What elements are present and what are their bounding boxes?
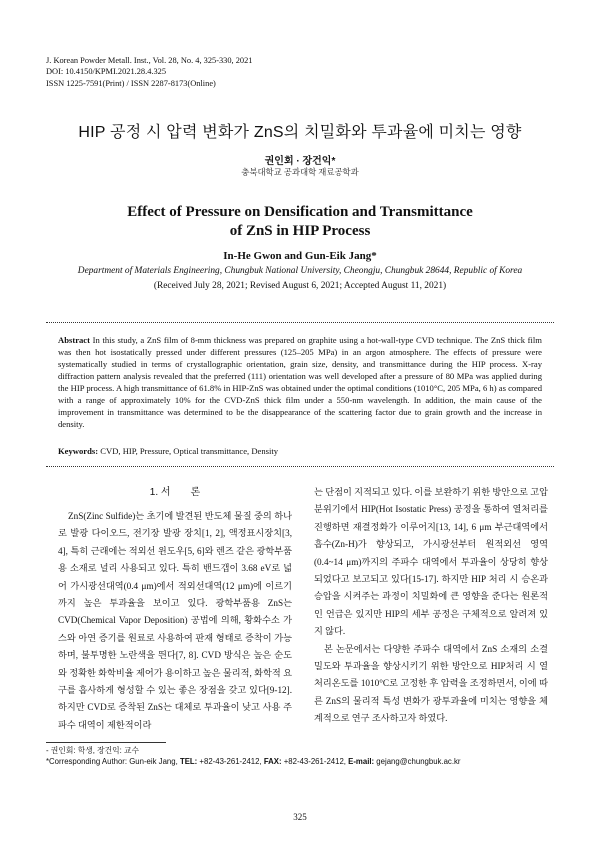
body-paragraph: 는 단점이 지적되고 있다. 이를 보완하기 위한 방안으로 고압분위기에서 HIP(Hot Isostatic Press) 공정을 통하여 열처리를 진행하면 재결정화가 이루어지[13, 14], 6 μm 부근대역에서 흡수(Zn-H)가 향상되고, 가시광선부터 원적외선 영역(0.4~14 μm)까지의 주파수 대역에서 투과율이 상당히 향상되었다고 보고되고 있다[15-17]. 하지만 HIP 처리 시 승온과 승압을 시켜주는 과정이 치밀화에 큰 영향을 준다는 원론적인 언급은 있지만 HIP의 세부 공정은 구체적으로 알려져 있지 않다. — [314, 487, 548, 637]
abstract-text: In this study, a ZnS film of 8-mm thickness was prepared on graphite using a hot-wall-type CVD technique. The ZnS thick film was then hot isostatically pressed under different pressures (125–205 MPa) in an argon atmosphere. The effects of pressure were systematically studied in terms of crystallographic orientation, grain size, density, and transmittance during the HIP process. X-ray diffraction pattern analysis revealed that the preferred (111) orientation was well developed after a pressure of 80 MPa was applied during the HIP process. A high transmittance of 61.8% in HIP-ZnS was obtained under the optimal conditions (1010°C, 205 MPa, 6 h) as compared with a range of approximately 10% for the CVD-ZnS thick film under a 550-nm wavelength. In addition, the main cause of the improvement in transmittance was determined to be the disappearance of the scattering factor due to grain growth and the increase in density. — [58, 335, 542, 429]
english-authors: In-He Gwon and Gun-Eik Jang* — [223, 250, 377, 262]
email-value: gejang@chungbuk.ac.kr — [374, 757, 461, 766]
footnotes — [46, 745, 556, 767]
abstract-label: Abstract — [58, 335, 90, 345]
abstract — [58, 334, 542, 430]
divider-bottom — [46, 466, 554, 467]
tel-label: TEL: — [179, 757, 198, 766]
footnote-corresponding — [46, 756, 556, 767]
received-dates: (Received July 28, 2021; Revised August 6, 2021; Accepted August 11, 2021) — [153, 281, 447, 291]
footnote-rule — [46, 742, 166, 743]
tel-value: +82-43-261-2412, — [197, 757, 264, 766]
fax-value: +82-43-261-2412, — [281, 757, 349, 766]
body-paragraph: ZnS(Zinc Sulfide)는 초기에 발견된 반도체 물질 중의 하나로 발광 다이오드, 전기장 발광 장치[1, 2], 액정표시장치[3, 4], 특히 근래에는 적외선 윈도우[5, 6]와 렌즈 같은 광학부품용 소재로 널리 사용되고 있다. 특히 밴드갭이 3.68 eV로 넓어 가시광선대역(0.4 μm)에서 적외선대역(12 μm)에 이르기까지 높은 투과율을 보이고 있다. 광학부품용 ZnS는 CVD(Chemical Vapor Deposition) 공법에 의해, 황화수소 가스와 아연 증기를 원료로 사용하여 판재 형태로 증착이 가능하며, 불투명한 노란색을 띈다[7, 8]. CVD 방식은 높은 순도와 정확한 화학비율 제어가 용이하고 높은 물리적, 화학적 요구를 흡사하게 형성할 수 있는 좋은 장점을 갖고 있다[9-12]. 하지만 CVD로 증착된 ZnS는 대체로 투과율이 낮고 사용 주파수 대역이 제한적이라 — [58, 511, 292, 730]
body-column-right — [314, 484, 548, 728]
english-title-line1: Effect of Pressure on Densification and Transmittance — [127, 204, 473, 220]
korean-affiliation: 충북대학교 공과대학 재료공학과 — [241, 168, 359, 177]
korean-authors: 권인회 · 장건익* — [264, 156, 336, 167]
english-title-line2: of ZnS in HIP Process — [229, 223, 371, 239]
email-label: E-mail: — [348, 757, 375, 766]
footnote-roles: - 권인회: 학생, 장건익: 교수 — [46, 746, 140, 755]
section-title: 1. 서 론 — [149, 487, 201, 498]
english-affiliation: Department of Materials Engineering, Chungbuk National University, Cheongju, Chungbuk 28644, Republic of Korea — [77, 266, 523, 276]
corresponding-author: *Corresponding Author: Gun-eik Jang, — [46, 757, 180, 766]
english-title — [0, 203, 600, 241]
journal-doi: DOI: 10.4150/KPMI.2021.28.4.325 — [46, 67, 167, 77]
body-column-left — [58, 486, 292, 734]
fax-label: FAX: — [263, 757, 282, 766]
journal-citation: J. Korean Powder Metall. Inst., Vol. 28, No. 4, 325-330, 2021 — [46, 56, 253, 65]
body-paragraph: 본 논문에서는 다양한 주파수 대역에서 ZnS 소재의 소결 밀도와 투과율을 향상시키기 위한 방안으로 HIP처리 시 열처리온도를 1010°C로 고정한 후 압력을 조정하면서, 이에 따른 ZnS의 물리적 특성 변화가 광투과율에 미치는 영향을 체계적으로 연구 조사하고자 하였다. — [314, 643, 548, 724]
keywords-label: Keywords: — [58, 446, 99, 456]
keywords-text: CVD, HIP, Pressure, Optical transmittance, Density — [100, 446, 279, 456]
keywords — [58, 446, 542, 456]
korean-title: HIP 공정 시 압력 변화가 ZnS의 치밀화와 투과율에 미치는 영향 — [78, 124, 522, 141]
page-number: 325 — [293, 812, 307, 822]
journal-header — [46, 55, 253, 89]
journal-issn: ISSN 1225-7591(Print) / ISSN 2287-8173(Online) — [46, 78, 216, 88]
divider-top — [46, 322, 554, 323]
